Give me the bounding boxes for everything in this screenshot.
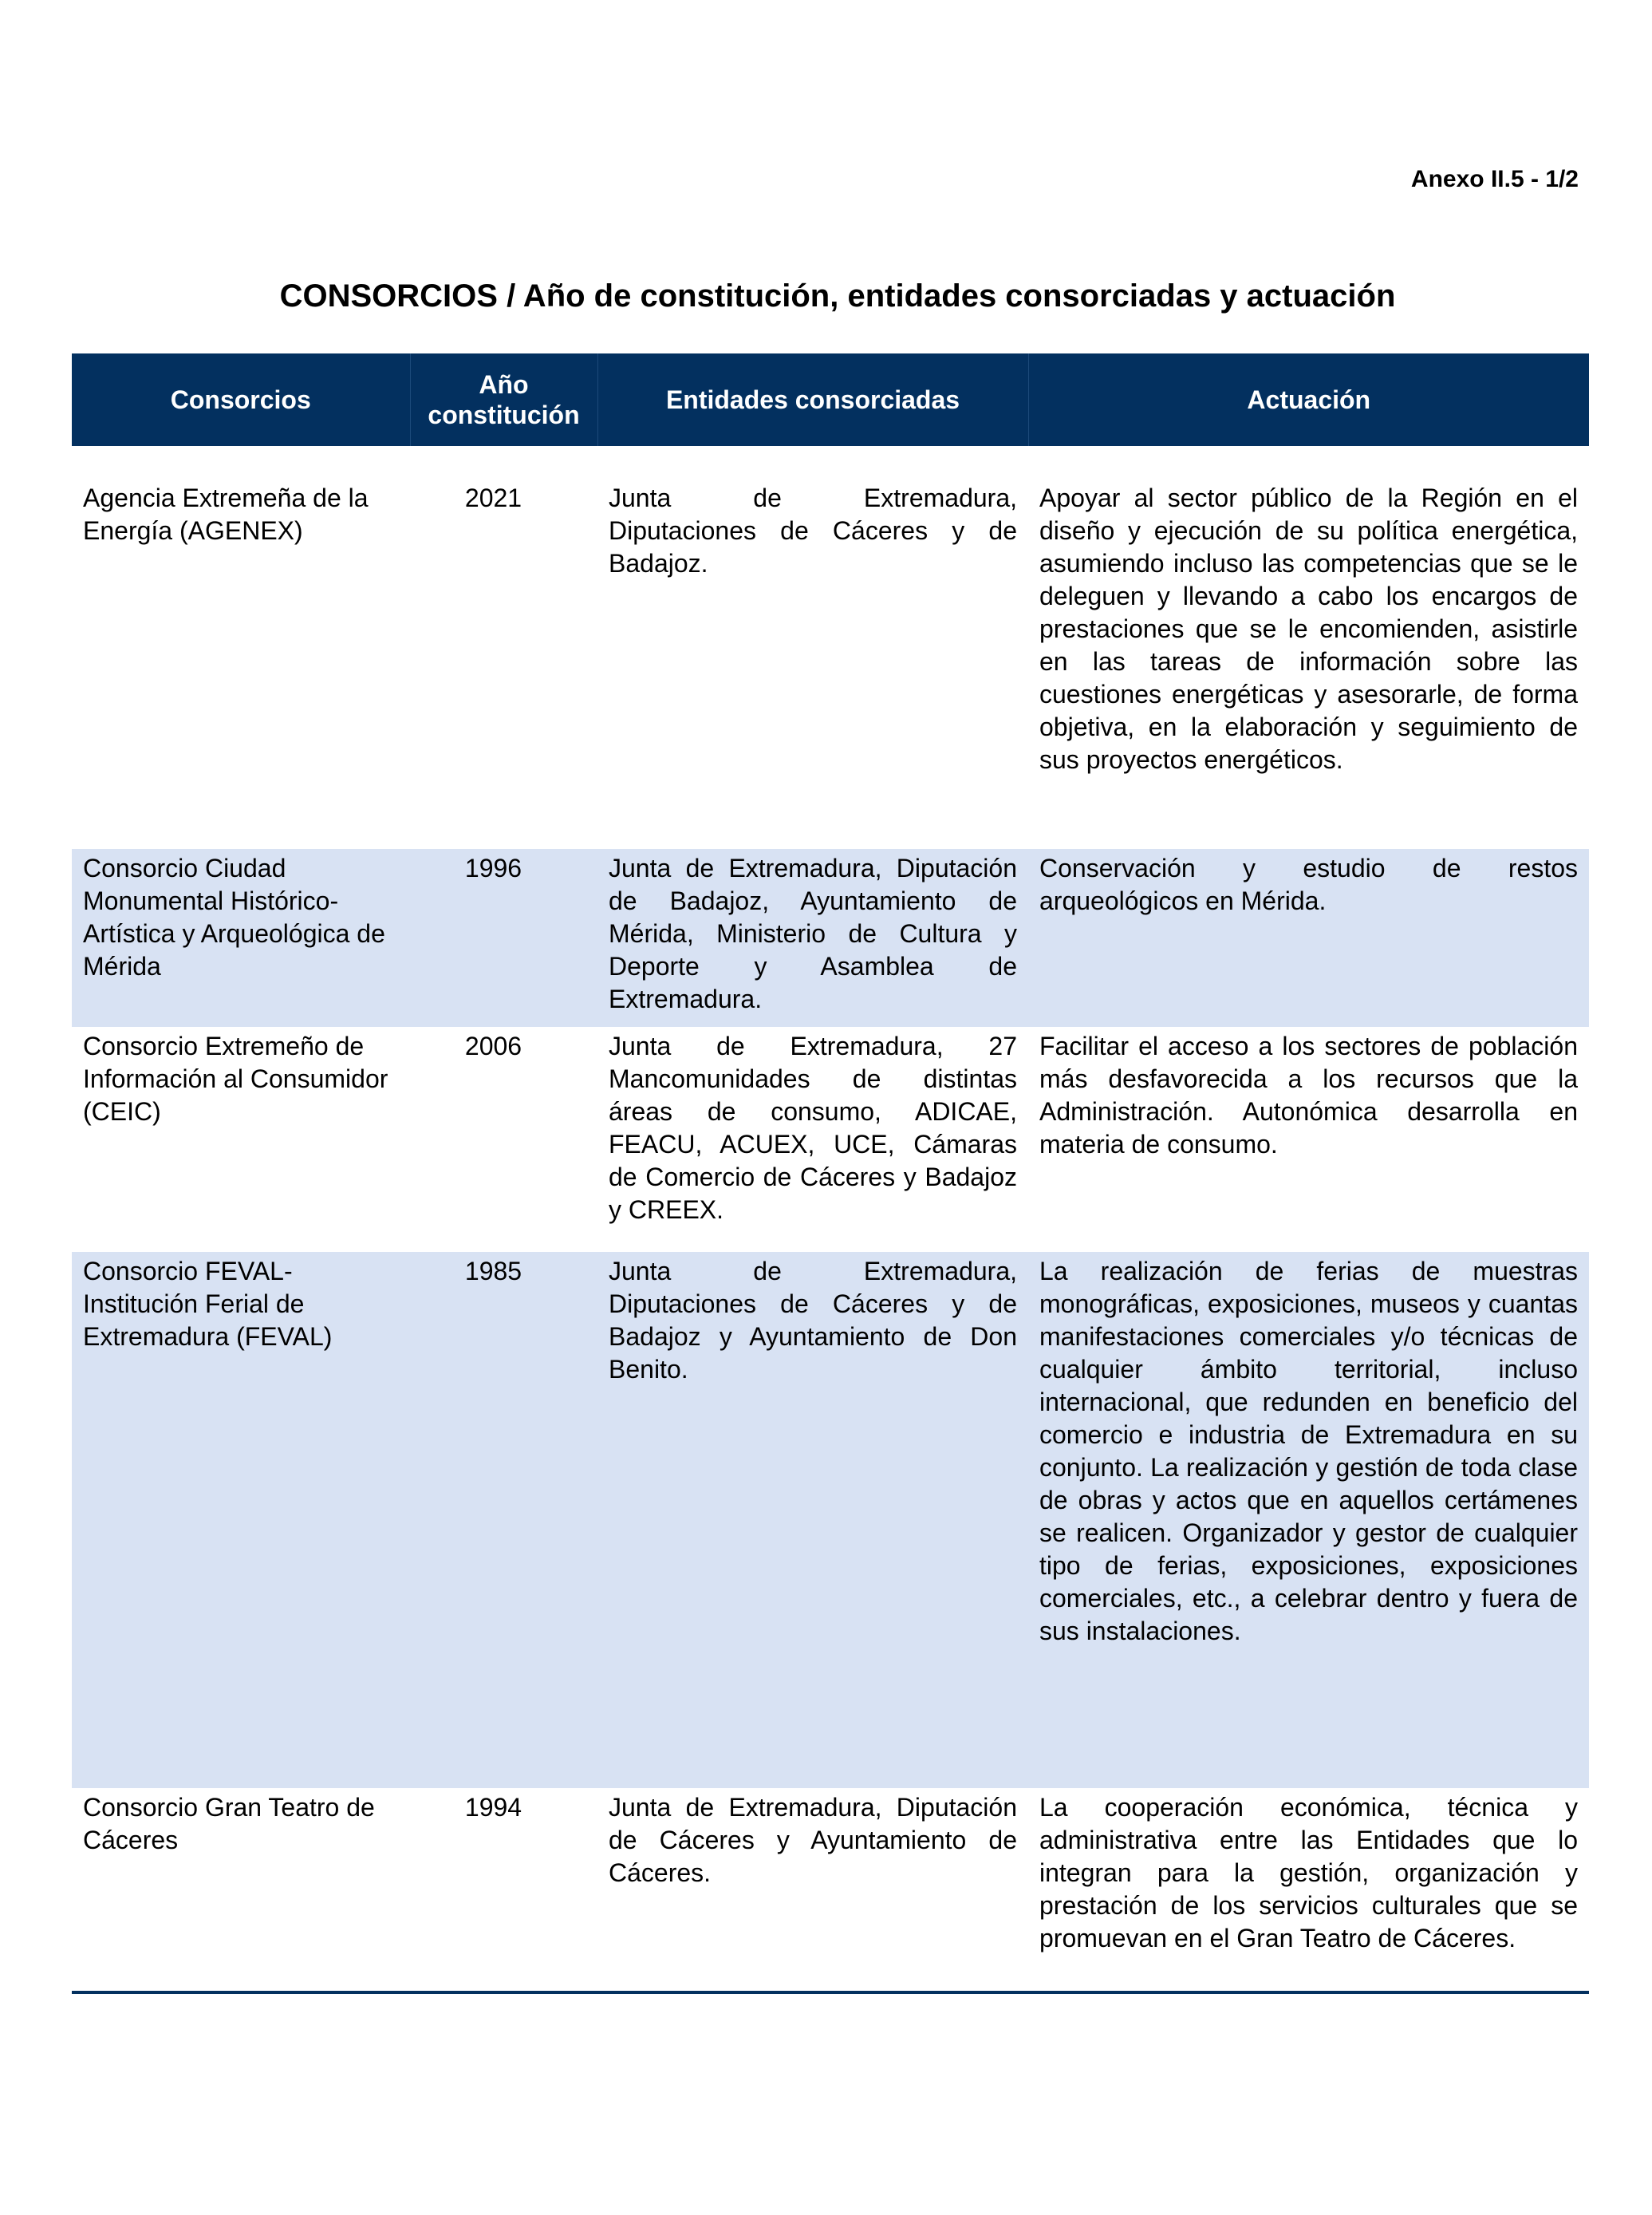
- cell-action: La cooperación económica, técnica y administrativa entre las Entidades que lo integran para la gestión, organización y prestación de los servicios culturales que se promuevan en el Gran Teatro de Cáceres.: [1039, 1793, 1578, 1952]
- cell-consorcio: Consorcio Ciudad Monumental Histórico-Artística y Arqueológica de Mérida: [72, 849, 410, 1027]
- annex-label: Anexo II.5 - 1/2: [1410, 166, 1579, 192]
- cell-action: Conservación y estudio de restos arqueológicos en Mérida.: [1028, 849, 1589, 1027]
- header-anio-constitucion: [410, 353, 597, 446]
- cell-consorcio: Consorcio FEVAL-Institución Ferial de Extremadura (FEVAL): [72, 1252, 410, 1788]
- cell-year: 1985: [410, 1252, 597, 1788]
- header-actuacion: Actuación: [1028, 353, 1589, 446]
- cell-entities: Junta de Extremadura, Diputación de Cáceres y Ayuntamiento de Cáceres.: [609, 1793, 1017, 1887]
- table-row: [72, 1027, 1589, 1252]
- cell-year: 1994: [464, 1793, 522, 1822]
- header-anio-line1: Año: [479, 370, 529, 399]
- cell-year: 2021: [464, 484, 522, 512]
- header-consorcios: Consorcios: [72, 353, 410, 446]
- header-entidades: Entidades consorciadas: [597, 353, 1028, 446]
- page-title: CONSORCIOS / Año de constitución, entidades consorciadas y actuación: [279, 278, 1396, 314]
- table-row: [72, 1788, 1589, 1991]
- consorcios-table-container: [72, 353, 1589, 1994]
- cell-entities: Junta de Extremadura, Diputaciones de Cáceres y de Badajoz.: [609, 484, 1017, 578]
- table-header-row: [72, 353, 1589, 446]
- table-row: [72, 1252, 1589, 1788]
- consorcios-table: [72, 353, 1589, 1991]
- cell-entities: Junta de Extremadura, 27 Mancomunidades de distintas áreas de consumo, ADICAE, FEACU, ACUEX, UCE, Cámaras de Comercio de Cáceres y Badajoz y CREEX.: [609, 1032, 1017, 1224]
- cell-consorcio: Consorcio Extremeño de Información al Consumidor (CEIC): [83, 1032, 388, 1126]
- cell-action: Facilitar el acceso a los sectores de población más desfavorecida a los recursos que la Administración. Autonómica desarrolla en materia de consumo.: [1039, 1032, 1578, 1159]
- cell-year: 1996: [410, 849, 597, 1027]
- cell-year: 2006: [464, 1032, 522, 1060]
- table-bottom-rule: [72, 1991, 1589, 1994]
- cell-consorcio: Consorcio Gran Teatro de Cáceres: [83, 1793, 375, 1854]
- table-row: [72, 849, 1589, 1027]
- cell-action: La realización de ferias de muestras monográficas, exposiciones, museos y cuantas manifestaciones comerciales y/o técnicas de cualquier ámbito territorial, incluso internacional, que redunden en beneficio del comercio e industria de Extremadura en su conjunto. La realización y gestión de toda clase de obras y actos que en aquellos certámenes se realicen. Organizador y gestor de cualquier tipo de ferias, exposiciones, exposiciones comerciales, etc., a celebrar dentro y fuera de sus instalaciones.: [1028, 1252, 1589, 1788]
- header-anio-line2: constitución: [428, 401, 580, 429]
- table-row: [72, 446, 1589, 849]
- cell-consorcio: Agencia Extremeña de la Energía (AGENEX): [83, 484, 369, 545]
- cell-entities: Junta de Extremadura, Diputaciones de Cáceres y de Badajoz y Ayuntamiento de Don Benito.: [597, 1252, 1028, 1788]
- cell-entities: Junta de Extremadura, Diputación de Badajoz, Ayuntamiento de Mérida, Ministerio de Cultura y Deporte y Asamblea de Extremadura.: [597, 849, 1028, 1027]
- cell-action: Apoyar al sector público de la Región en el diseño y ejecución de su política energética, asumiendo incluso las competencias que se le deleguen y llevando a cabo los encargos de prestaciones que se le encomienden, asistirle en las tareas de información sobre las cuestiones energéticas y asesorarle, de forma objetiva, en la elaboración y seguimiento de sus proyectos energéticos.: [1039, 484, 1578, 774]
